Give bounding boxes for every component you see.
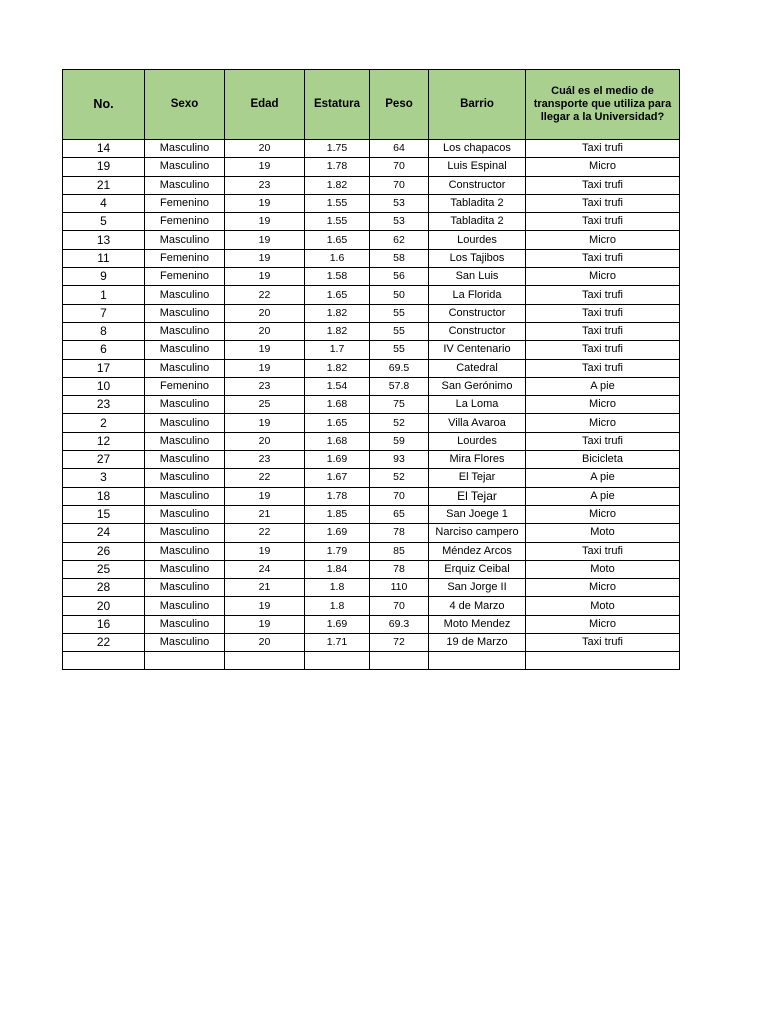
cell-peso: 53 bbox=[370, 213, 429, 231]
cell-estatura: 1.65 bbox=[305, 231, 370, 249]
cell-peso: 70 bbox=[370, 487, 429, 505]
cell-sexo: Masculino bbox=[145, 432, 225, 450]
cell-transporte: Micro bbox=[526, 579, 680, 597]
table-row bbox=[63, 359, 680, 377]
table-row bbox=[63, 286, 680, 304]
cell-barrio: 4 de Marzo bbox=[429, 597, 526, 615]
cell-barrio: Catedral bbox=[429, 359, 526, 377]
table-row bbox=[63, 414, 680, 432]
cell-sexo: Masculino bbox=[145, 560, 225, 578]
cell-estatura: 1.7 bbox=[305, 341, 370, 359]
cell-barrio: San Joege 1 bbox=[429, 505, 526, 523]
cell-barrio: Erquiz Ceibal bbox=[429, 560, 526, 578]
cell-transporte: Moto bbox=[526, 597, 680, 615]
table-row bbox=[63, 524, 680, 542]
cell-barrio: Villa Avaroa bbox=[429, 414, 526, 432]
table-row bbox=[63, 396, 680, 414]
cell-no: 23 bbox=[63, 396, 145, 414]
cell-peso: 70 bbox=[370, 176, 429, 194]
cell-peso: 55 bbox=[370, 304, 429, 322]
cell-estatura: 1.82 bbox=[305, 176, 370, 194]
cell-barrio: San Jorge II bbox=[429, 579, 526, 597]
cell-no: 24 bbox=[63, 524, 145, 542]
cell-sexo: Femenino bbox=[145, 249, 225, 267]
cell-transporte: Taxi trufi bbox=[526, 341, 680, 359]
cell-edad: 25 bbox=[225, 396, 305, 414]
cell-peso: 50 bbox=[370, 286, 429, 304]
cell-barrio: Los Tajibos bbox=[429, 249, 526, 267]
cell-no: 3 bbox=[63, 469, 145, 487]
table-row bbox=[63, 469, 680, 487]
cell-no: 14 bbox=[63, 140, 145, 158]
cell-no: 19 bbox=[63, 158, 145, 176]
cell-barrio: Los chapacos bbox=[429, 140, 526, 158]
cell-peso: 70 bbox=[370, 158, 429, 176]
cell-no: 27 bbox=[63, 451, 145, 469]
cell-estatura: 1.55 bbox=[305, 194, 370, 212]
survey-table bbox=[62, 69, 680, 670]
cell-transporte: Taxi trufi bbox=[526, 359, 680, 377]
cell-no: 6 bbox=[63, 341, 145, 359]
table-row bbox=[63, 194, 680, 212]
cell-peso: 72 bbox=[370, 634, 429, 652]
cell-barrio: San Gerónimo bbox=[429, 377, 526, 395]
table-row bbox=[63, 432, 680, 450]
cell-edad: 19 bbox=[225, 231, 305, 249]
cell-no: 17 bbox=[63, 359, 145, 377]
header-edad: Edad bbox=[225, 70, 305, 140]
table-row bbox=[63, 231, 680, 249]
cell-transporte: Bicicleta bbox=[526, 451, 680, 469]
cell-no: 4 bbox=[63, 194, 145, 212]
cell-estatura: 1.65 bbox=[305, 414, 370, 432]
cell-peso: 64 bbox=[370, 140, 429, 158]
table-header bbox=[63, 70, 680, 140]
cell-edad: 23 bbox=[225, 451, 305, 469]
cell-estatura: 1.85 bbox=[305, 505, 370, 523]
cell-transporte: Micro bbox=[526, 615, 680, 633]
cell-sexo: Masculino bbox=[145, 615, 225, 633]
cell-edad: 23 bbox=[225, 176, 305, 194]
cell-transporte: Taxi trufi bbox=[526, 322, 680, 340]
cell-peso: 93 bbox=[370, 451, 429, 469]
table-row bbox=[63, 377, 680, 395]
cell-estatura: 1.69 bbox=[305, 451, 370, 469]
cell-peso: 78 bbox=[370, 524, 429, 542]
cell-barrio: 19 de Marzo bbox=[429, 634, 526, 652]
empty-cell bbox=[429, 652, 526, 670]
cell-barrio: Constructor bbox=[429, 304, 526, 322]
cell-edad: 20 bbox=[225, 432, 305, 450]
cell-estatura: 1.8 bbox=[305, 579, 370, 597]
cell-estatura: 1.84 bbox=[305, 560, 370, 578]
cell-sexo: Masculino bbox=[145, 158, 225, 176]
cell-estatura: 1.69 bbox=[305, 524, 370, 542]
cell-barrio: Tabladita 2 bbox=[429, 213, 526, 231]
cell-sexo: Masculino bbox=[145, 231, 225, 249]
cell-edad: 19 bbox=[225, 414, 305, 432]
cell-no: 11 bbox=[63, 249, 145, 267]
header-row bbox=[63, 70, 680, 140]
table-row bbox=[63, 451, 680, 469]
cell-sexo: Masculino bbox=[145, 414, 225, 432]
table-row bbox=[63, 140, 680, 158]
table-row bbox=[63, 322, 680, 340]
cell-estatura: 1.6 bbox=[305, 249, 370, 267]
header-transporte: Cuál es el medio de transporte que utiliza para llegar a la Universidad? bbox=[526, 70, 680, 140]
cell-sexo: Femenino bbox=[145, 377, 225, 395]
table-row bbox=[63, 249, 680, 267]
cell-transporte: Taxi trufi bbox=[526, 194, 680, 212]
cell-edad: 20 bbox=[225, 634, 305, 652]
cell-sexo: Femenino bbox=[145, 194, 225, 212]
cell-edad: 22 bbox=[225, 524, 305, 542]
cell-estatura: 1.82 bbox=[305, 304, 370, 322]
cell-edad: 20 bbox=[225, 140, 305, 158]
cell-estatura: 1.54 bbox=[305, 377, 370, 395]
cell-barrio: Lourdes bbox=[429, 432, 526, 450]
cell-no: 9 bbox=[63, 268, 145, 286]
cell-edad: 19 bbox=[225, 249, 305, 267]
cell-estatura: 1.68 bbox=[305, 396, 370, 414]
cell-no: 10 bbox=[63, 377, 145, 395]
cell-barrio: Moto Mendez bbox=[429, 615, 526, 633]
cell-no: 12 bbox=[63, 432, 145, 450]
cell-barrio: La Florida bbox=[429, 286, 526, 304]
cell-sexo: Masculino bbox=[145, 451, 225, 469]
cell-no: 28 bbox=[63, 579, 145, 597]
cell-transporte: Taxi trufi bbox=[526, 432, 680, 450]
cell-edad: 19 bbox=[225, 268, 305, 286]
cell-peso: 59 bbox=[370, 432, 429, 450]
table-row bbox=[63, 634, 680, 652]
cell-estatura: 1.58 bbox=[305, 268, 370, 286]
cell-barrio: Tabladita 2 bbox=[429, 194, 526, 212]
cell-sexo: Masculino bbox=[145, 524, 225, 542]
cell-edad: 19 bbox=[225, 542, 305, 560]
cell-estatura: 1.55 bbox=[305, 213, 370, 231]
cell-peso: 52 bbox=[370, 469, 429, 487]
cell-transporte: Micro bbox=[526, 414, 680, 432]
table-row bbox=[63, 341, 680, 359]
table-row bbox=[63, 268, 680, 286]
header-no: No. bbox=[63, 70, 145, 140]
cell-transporte: Taxi trufi bbox=[526, 286, 680, 304]
cell-edad: 19 bbox=[225, 359, 305, 377]
cell-peso: 65 bbox=[370, 505, 429, 523]
cell-sexo: Masculino bbox=[145, 359, 225, 377]
cell-edad: 19 bbox=[225, 615, 305, 633]
cell-sexo: Masculino bbox=[145, 505, 225, 523]
cell-sexo: Masculino bbox=[145, 597, 225, 615]
cell-transporte: Micro bbox=[526, 396, 680, 414]
cell-sexo: Femenino bbox=[145, 213, 225, 231]
cell-estatura: 1.78 bbox=[305, 158, 370, 176]
cell-transporte: Micro bbox=[526, 505, 680, 523]
cell-peso: 55 bbox=[370, 322, 429, 340]
cell-sexo: Masculino bbox=[145, 579, 225, 597]
cell-barrio: San Luis bbox=[429, 268, 526, 286]
table-body bbox=[63, 140, 680, 670]
cell-peso: 70 bbox=[370, 597, 429, 615]
cell-no: 25 bbox=[63, 560, 145, 578]
cell-peso: 110 bbox=[370, 579, 429, 597]
cell-no: 5 bbox=[63, 213, 145, 231]
header-estatura: Estatura bbox=[305, 70, 370, 140]
cell-transporte: Micro bbox=[526, 158, 680, 176]
cell-transporte: A pie bbox=[526, 469, 680, 487]
cell-edad: 19 bbox=[225, 597, 305, 615]
cell-edad: 22 bbox=[225, 469, 305, 487]
empty-cell bbox=[145, 652, 225, 670]
empty-row bbox=[63, 652, 680, 670]
cell-no: 26 bbox=[63, 542, 145, 560]
cell-peso: 85 bbox=[370, 542, 429, 560]
cell-peso: 57.8 bbox=[370, 377, 429, 395]
cell-peso: 62 bbox=[370, 231, 429, 249]
cell-estatura: 1.69 bbox=[305, 615, 370, 633]
cell-no: 15 bbox=[63, 505, 145, 523]
header-peso: Peso bbox=[370, 70, 429, 140]
cell-sexo: Masculino bbox=[145, 469, 225, 487]
cell-transporte: Micro bbox=[526, 268, 680, 286]
cell-no: 2 bbox=[63, 414, 145, 432]
cell-sexo: Masculino bbox=[145, 176, 225, 194]
cell-barrio: Constructor bbox=[429, 176, 526, 194]
cell-edad: 23 bbox=[225, 377, 305, 395]
cell-sexo: Masculino bbox=[145, 304, 225, 322]
cell-peso: 53 bbox=[370, 194, 429, 212]
cell-sexo: Masculino bbox=[145, 286, 225, 304]
header-barrio: Barrio bbox=[429, 70, 526, 140]
cell-transporte: Taxi trufi bbox=[526, 176, 680, 194]
cell-sexo: Masculino bbox=[145, 487, 225, 505]
cell-estatura: 1.78 bbox=[305, 487, 370, 505]
cell-barrio: La Loma bbox=[429, 396, 526, 414]
empty-cell bbox=[225, 652, 305, 670]
cell-edad: 19 bbox=[225, 158, 305, 176]
cell-sexo: Masculino bbox=[145, 634, 225, 652]
cell-no: 16 bbox=[63, 615, 145, 633]
cell-edad: 19 bbox=[225, 213, 305, 231]
cell-barrio: El Tejar bbox=[429, 487, 526, 505]
cell-transporte: Taxi trufi bbox=[526, 140, 680, 158]
cell-peso: 75 bbox=[370, 396, 429, 414]
cell-edad: 19 bbox=[225, 487, 305, 505]
cell-transporte: A pie bbox=[526, 487, 680, 505]
table-row bbox=[63, 505, 680, 523]
cell-estatura: 1.65 bbox=[305, 286, 370, 304]
cell-barrio: IV Centenario bbox=[429, 341, 526, 359]
cell-no: 21 bbox=[63, 176, 145, 194]
cell-edad: 21 bbox=[225, 579, 305, 597]
cell-transporte: Moto bbox=[526, 524, 680, 542]
cell-transporte: Taxi trufi bbox=[526, 542, 680, 560]
table-row bbox=[63, 176, 680, 194]
cell-barrio: Mira Flores bbox=[429, 451, 526, 469]
cell-barrio: Lourdes bbox=[429, 231, 526, 249]
cell-transporte: A pie bbox=[526, 377, 680, 395]
cell-transporte: Moto bbox=[526, 560, 680, 578]
table-row bbox=[63, 213, 680, 231]
cell-transporte: Micro bbox=[526, 231, 680, 249]
cell-no: 1 bbox=[63, 286, 145, 304]
cell-no: 7 bbox=[63, 304, 145, 322]
cell-no: 8 bbox=[63, 322, 145, 340]
cell-peso: 58 bbox=[370, 249, 429, 267]
cell-no: 13 bbox=[63, 231, 145, 249]
cell-estatura: 1.8 bbox=[305, 597, 370, 615]
cell-barrio: Constructor bbox=[429, 322, 526, 340]
empty-cell bbox=[370, 652, 429, 670]
cell-no: 22 bbox=[63, 634, 145, 652]
cell-estatura: 1.68 bbox=[305, 432, 370, 450]
cell-edad: 20 bbox=[225, 304, 305, 322]
cell-edad: 19 bbox=[225, 341, 305, 359]
table-row bbox=[63, 487, 680, 505]
cell-sexo: Masculino bbox=[145, 140, 225, 158]
cell-edad: 19 bbox=[225, 194, 305, 212]
cell-peso: 78 bbox=[370, 560, 429, 578]
cell-peso: 56 bbox=[370, 268, 429, 286]
cell-no: 20 bbox=[63, 597, 145, 615]
header-sexo: Sexo bbox=[145, 70, 225, 140]
cell-barrio: Luis Espinal bbox=[429, 158, 526, 176]
cell-edad: 21 bbox=[225, 505, 305, 523]
cell-transporte: Taxi trufi bbox=[526, 634, 680, 652]
cell-sexo: Masculino bbox=[145, 322, 225, 340]
table-row bbox=[63, 304, 680, 322]
table-row bbox=[63, 542, 680, 560]
empty-cell bbox=[63, 652, 145, 670]
table-row bbox=[63, 597, 680, 615]
cell-estatura: 1.75 bbox=[305, 140, 370, 158]
table-row bbox=[63, 158, 680, 176]
cell-edad: 22 bbox=[225, 286, 305, 304]
cell-transporte: Taxi trufi bbox=[526, 304, 680, 322]
empty-cell bbox=[526, 652, 680, 670]
cell-peso: 52 bbox=[370, 414, 429, 432]
cell-peso: 69.3 bbox=[370, 615, 429, 633]
cell-barrio: Narciso campero bbox=[429, 524, 526, 542]
cell-sexo: Masculino bbox=[145, 341, 225, 359]
cell-transporte: Taxi trufi bbox=[526, 213, 680, 231]
cell-estatura: 1.82 bbox=[305, 359, 370, 377]
cell-sexo: Masculino bbox=[145, 542, 225, 560]
cell-sexo: Femenino bbox=[145, 268, 225, 286]
table-row bbox=[63, 615, 680, 633]
cell-estatura: 1.79 bbox=[305, 542, 370, 560]
cell-transporte: Taxi trufi bbox=[526, 249, 680, 267]
cell-edad: 20 bbox=[225, 322, 305, 340]
cell-barrio: El Tejar bbox=[429, 469, 526, 487]
cell-no: 18 bbox=[63, 487, 145, 505]
cell-peso: 69.5 bbox=[370, 359, 429, 377]
cell-estatura: 1.71 bbox=[305, 634, 370, 652]
table-row bbox=[63, 579, 680, 597]
cell-peso: 55 bbox=[370, 341, 429, 359]
cell-edad: 24 bbox=[225, 560, 305, 578]
cell-sexo: Masculino bbox=[145, 396, 225, 414]
cell-barrio: Méndez Arcos bbox=[429, 542, 526, 560]
cell-estatura: 1.67 bbox=[305, 469, 370, 487]
table-row bbox=[63, 560, 680, 578]
cell-estatura: 1.82 bbox=[305, 322, 370, 340]
empty-cell bbox=[305, 652, 370, 670]
